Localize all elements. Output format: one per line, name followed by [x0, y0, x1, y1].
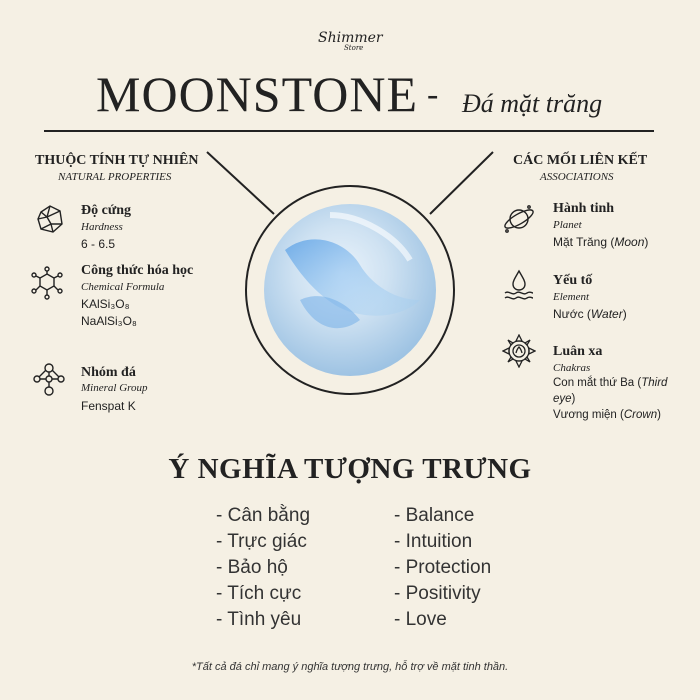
mineral-group-value: Fenspat K [81, 399, 136, 413]
chakra-sub: Chakras [553, 362, 591, 374]
connector-line-right [430, 152, 493, 214]
list-item: - Protection [394, 557, 492, 578]
chakra-value-3-end: ) [657, 409, 661, 421]
symbolism-list-vi [216, 503, 310, 633]
network-icon [32, 362, 66, 396]
planet-value-main: Mặt Trăng ( [553, 235, 615, 249]
planet-value [553, 234, 648, 251]
chakra-value-3-italic: Crown [623, 409, 658, 421]
natural-properties-heading: THUỘC TÍNH TỰ NHIÊN [35, 153, 199, 168]
list-item: - Tình yêu [216, 609, 302, 630]
chakra-value-3 [553, 407, 661, 424]
natural-properties-subheading: NATURAL PROPERTIES [58, 171, 172, 183]
element-value-main: Nước ( [553, 307, 591, 321]
footer-note: *Tất cả đá chỉ mang ý nghĩa tượng trưng, hỗ trợ về mặt tinh thần. [191, 661, 509, 673]
list-item: - Bảo hộ [216, 557, 288, 578]
list-item: - Positivity [394, 583, 481, 604]
chakra-value-3-main: Vương miện ( [553, 409, 624, 421]
water-drop-icon [502, 268, 536, 302]
associations-heading: CÁC MỐI LIÊN KẾT [513, 153, 648, 168]
planet-value-end: ) [644, 235, 649, 249]
molecule-icon [30, 266, 64, 300]
planet-value-italic: Moon [614, 235, 645, 249]
associations-subheading: ASSOCIATIONS [540, 171, 614, 183]
title-separator: - [427, 76, 439, 113]
crystal-icon [33, 202, 67, 236]
list-item: - Love [394, 609, 447, 630]
hardness-sub: Hardness [81, 221, 123, 233]
logo-script-text: Shimmer [318, 30, 383, 46]
hardness-label: Độ cứng [81, 203, 132, 218]
connector-line-left [207, 152, 274, 214]
symbolism-list-en [394, 503, 491, 633]
planet-label: Hành tinh [553, 201, 615, 216]
list-item: - Intuition [394, 531, 473, 552]
chakra-value-1 [553, 375, 667, 392]
chakra-value-2-end: ) [571, 393, 576, 405]
planet-sub: Planet [553, 219, 582, 231]
chakra-label: Luân xa [553, 344, 603, 359]
list-item: - Tích cực [216, 583, 302, 604]
list-item: - Balance [394, 505, 475, 526]
list-item: - Cân bằng [216, 505, 311, 526]
symbolism-heading: Ý NGHĨA TƯỢNG TRƯNG [168, 453, 532, 485]
formula-sub: Chemical Formula [81, 281, 165, 293]
mineral-group-sub: Mineral Group [81, 382, 148, 394]
mineral-group-label: Nhóm đá [81, 365, 136, 380]
element-value [553, 306, 627, 323]
lotus-chakra-icon [502, 334, 536, 368]
page-title: MOONSTONE [96, 66, 418, 122]
formula-value-2: NaAlSi₃O₈ [81, 314, 137, 328]
formula-value-1: KAlSi₃O₈ [81, 297, 130, 311]
chakra-value-1-italic: Third [641, 377, 668, 389]
element-value-end: ) [622, 307, 627, 321]
page-subtitle: Đá mặt trăng [462, 89, 603, 118]
hardness-value: 6 - 6.5 [81, 237, 116, 251]
formula-label: Công thức hóa học [81, 263, 194, 278]
planet-icon [502, 202, 536, 236]
list-item: - Trực giác [216, 531, 307, 552]
element-value-italic: Water [590, 307, 623, 321]
chakra-value-2-italic: eye [553, 393, 572, 405]
chakra-value-2 [553, 391, 575, 408]
chakra-value-1-main: Con mắt thứ Ba ( [553, 377, 642, 389]
element-sub: Element [553, 291, 590, 303]
logo-sub-text: Store [344, 44, 364, 52]
element-label: Yếu tố [553, 273, 593, 288]
